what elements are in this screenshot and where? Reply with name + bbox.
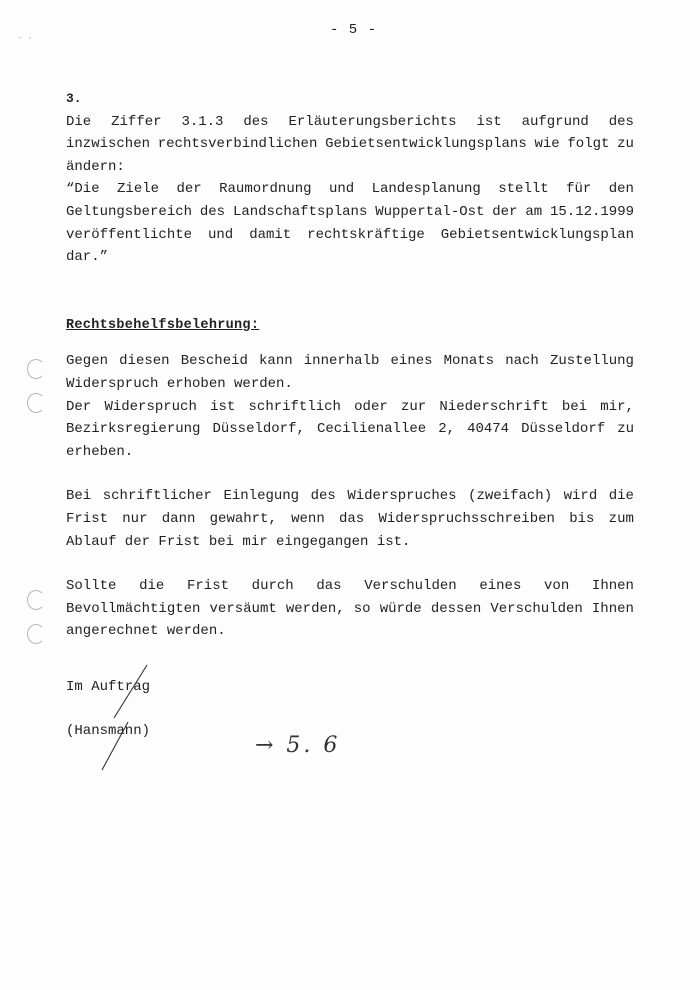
text-line	[66, 133, 634, 156]
word: 40474	[467, 421, 510, 438]
word: 3.1.3	[181, 113, 224, 130]
text-line	[66, 224, 634, 247]
word: Düsseldorf	[521, 421, 606, 438]
word: Ihnen	[591, 578, 634, 595]
word: rechtskräftige	[307, 226, 425, 243]
word: bei	[561, 398, 588, 415]
text-line: Widerspruch erhoben werden.	[66, 375, 293, 392]
word: mir,	[600, 398, 634, 415]
word: Cecilienallee	[316, 421, 427, 438]
word: “Die	[66, 181, 100, 198]
word: Raumordnung	[219, 181, 312, 198]
word: folgt	[567, 136, 610, 153]
text-line	[66, 485, 634, 508]
paragraph-2	[66, 485, 634, 553]
word: und	[328, 181, 355, 198]
text-line: erheben.	[66, 443, 134, 460]
word: wie	[534, 136, 560, 153]
punch-hole	[27, 624, 45, 644]
word: veröffentlichte	[66, 226, 193, 243]
section-number: 3.	[66, 91, 82, 106]
word: Verschulden	[364, 578, 457, 595]
text-line: angerechnet werden.	[66, 623, 226, 640]
word: das	[339, 510, 365, 527]
handwritten-note: → 5. 6	[255, 733, 341, 758]
word: Gebietsentwicklungsplan	[440, 226, 634, 243]
text-line	[66, 418, 634, 441]
page-number: - 5 -	[330, 22, 378, 38]
rechtsbehelf-heading: Rechtsbehelfsbelehrung:	[66, 317, 260, 333]
word: des	[608, 113, 634, 130]
word: schriftlich	[248, 398, 341, 415]
word: Monats	[443, 353, 495, 370]
text-line	[66, 598, 634, 621]
word: und	[208, 226, 234, 243]
word: 15.12.1999	[549, 203, 634, 220]
word: Erläuterungsberichts	[288, 113, 457, 130]
word: Widerspruchsschreiben	[378, 510, 555, 527]
word: eines	[479, 578, 522, 595]
word: ist	[210, 398, 236, 415]
text-line: Ablauf der Frist bei mir eingegangen ist.	[66, 533, 411, 550]
word: kann	[259, 353, 293, 370]
word: des	[243, 113, 269, 130]
word: der	[176, 181, 202, 198]
word: von	[544, 578, 570, 595]
word: am	[525, 203, 543, 220]
word: nur	[122, 510, 148, 527]
corner-mark: - ·	[18, 34, 33, 43]
word: zu	[617, 421, 634, 438]
word: Wuppertal-Ost	[375, 203, 485, 220]
word: Geltungsbereich	[66, 203, 193, 220]
word: oder	[354, 398, 388, 415]
paragraph-3	[66, 575, 634, 643]
word: für	[566, 181, 592, 198]
word: wird	[563, 488, 598, 505]
word: Landschaftsplans	[232, 203, 368, 220]
word: der	[492, 203, 518, 220]
word: durch	[251, 578, 294, 595]
word: dann	[161, 510, 196, 527]
word: gewahrt,	[209, 510, 277, 527]
word: Frist	[66, 510, 109, 527]
word: Die	[66, 113, 92, 130]
word: rechtsverbindlichen	[157, 136, 318, 153]
word: eines	[390, 353, 433, 370]
word: des	[310, 488, 336, 505]
word: wenn	[291, 510, 325, 527]
word: werden,	[285, 600, 345, 617]
text-line: ändern:	[66, 158, 125, 175]
document-body	[66, 88, 634, 643]
word: dessen	[430, 600, 482, 617]
word: nach	[505, 353, 539, 370]
text-line	[66, 575, 634, 598]
word: die	[608, 488, 634, 505]
text-line	[66, 396, 634, 419]
punch-hole	[27, 359, 45, 379]
word: zu	[617, 136, 634, 153]
punch-hole	[27, 590, 45, 610]
word: innerhalb	[303, 353, 380, 370]
word: (zweifach)	[468, 488, 553, 505]
word: Widerspruch	[104, 398, 197, 415]
paragraph-1	[66, 350, 634, 463]
word: Frist	[186, 578, 229, 595]
word: 2,	[438, 421, 456, 438]
punch-hole	[27, 393, 45, 413]
word: Bezirksregierung	[66, 421, 201, 438]
text-line	[66, 111, 634, 134]
word: Niederschrift	[439, 398, 549, 415]
word: des	[199, 203, 226, 220]
word: bis	[569, 510, 595, 527]
word: Einlegung	[223, 488, 300, 505]
word: Zustellung	[549, 353, 634, 370]
word: schriftlicher	[102, 488, 212, 505]
word: inzwischen	[66, 136, 151, 153]
text-line	[66, 350, 634, 373]
word: Ziele	[117, 181, 160, 198]
word: Bevollmächtigten	[66, 600, 201, 617]
word: ist	[476, 113, 502, 130]
word: Verschulden	[490, 600, 583, 617]
signature-stroke	[92, 660, 152, 780]
word: stellt	[498, 181, 549, 198]
word: Der	[66, 398, 92, 415]
word: Düsseldorf,	[212, 421, 305, 438]
section-3-text	[66, 111, 634, 269]
word: den	[608, 181, 634, 198]
word: Widerspruches	[347, 488, 457, 505]
text-line	[66, 201, 634, 224]
word: Ziffer	[111, 113, 162, 130]
word: zur	[400, 398, 427, 415]
word: diesen	[119, 353, 170, 370]
word: das	[316, 578, 342, 595]
text-line: dar.”	[66, 249, 109, 266]
word: so	[353, 600, 371, 617]
word: aufgrund	[521, 113, 589, 130]
word: zum	[608, 510, 634, 527]
word: Bei	[66, 488, 92, 505]
word: versäumt	[209, 600, 277, 617]
word: Landesplanung	[371, 181, 481, 198]
signature-closing: Im Auftrag	[66, 679, 151, 695]
word: Gebietsentwicklungsplans	[325, 136, 527, 153]
word: Sollte	[66, 578, 117, 595]
word: Gegen	[66, 353, 109, 370]
text-line	[66, 178, 634, 201]
word: die	[139, 578, 165, 595]
word: würde	[379, 600, 422, 617]
signature-name: (Hansmann)	[66, 723, 151, 739]
word: Ihnen	[591, 600, 634, 617]
word: damit	[249, 226, 292, 243]
word: Bescheid	[180, 353, 248, 370]
text-line	[66, 508, 634, 531]
